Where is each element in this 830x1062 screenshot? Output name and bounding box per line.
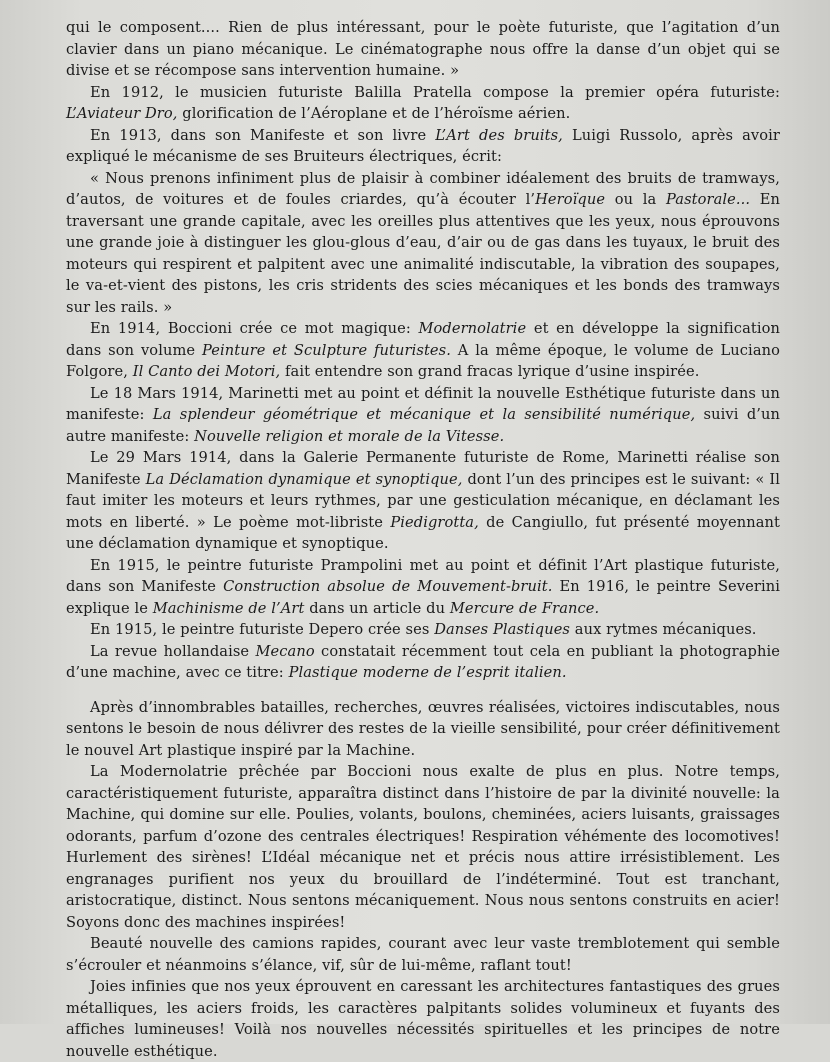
italic-title: L’Art des bruits, (435, 126, 563, 144)
text-run: La revue hollandaise (90, 642, 256, 660)
italic-title: Construction absolue de Mouvement-bruit. (223, 578, 553, 595)
text-run: En 1915, le peintre futuriste Depero crée ses (90, 621, 435, 638)
text-run: En 1913, dans son Manifeste et son livre (90, 126, 436, 144)
italic-title: Modernolatrie (418, 320, 527, 337)
italic-title: La splendeur géométrique et mécanique et la sensibilité numérique, (152, 406, 696, 423)
section-gap (66, 684, 780, 697)
paragraph (66, 761, 780, 933)
text-run: Joies infinies que nos yeux éprouvent en caressant les architectures fantastiques des grues métalliques, les aciers froids, les caractères palpitants solides volumineux et fuyants des affiches lumineuses! Voilà nos nouvelles nécessités spirituelles et les principes de notre nouvelle esthétique. (66, 978, 780, 1060)
italic-title: Mecano (255, 642, 315, 660)
paragraph (66, 17, 780, 82)
text-run: Après d’innombrables batailles, recherches, œuvres réalisées, victoires indiscutables, nous sentons le besoin de nous délivrer des restes de la vieille sensibilité, pour créer définitivement le nouvel Art plastique inspiré par la Machine. (66, 698, 780, 759)
text-run: En 1915, le peintre futuriste Prampolini met au point et définit l’Art plastique futuriste, dans son Manifeste (66, 556, 780, 595)
text-run: suivi d’un autre manifeste: (66, 406, 780, 445)
paragraph (66, 976, 780, 1062)
paragraph (66, 933, 780, 976)
text-run: constatait récemment tout cela en publiant la photographie d’une machine, avec ce titre: (66, 642, 780, 681)
paragraph (66, 447, 780, 555)
italic-title: La Déclamation dynamique et synoptique, (145, 470, 463, 488)
text-run: fait entendre son grand fracas lyrique d’usine inspirée. (280, 363, 700, 380)
text-run: qui le composent.... Rien de plus intéressant, pour le poète futuriste, que l’agitation d’un clavier dans un piano mécanique. Le cinématographe nous offre la danse d’un objet qui se divise et se récompose sans intervention humaine. » (66, 19, 780, 79)
text-run: En 1916, le peintre Severini explique le (66, 578, 780, 617)
text-run: Beauté nouvelle des camions rapides, courant avec leur vaste tremblotement qui semble s’écrouler et néanmoins s’élance, vif, sûr de lui-même, raflant tout! (66, 935, 780, 974)
body-text (66, 17, 780, 1062)
italic-title: Pastorale... (666, 191, 751, 208)
text-run: de Cangiullo, fut présenté moyennant une déclamation dynamique et synoptique. (66, 513, 780, 552)
text-run: glorification de l’Aéroplane et de l’héroïsme aérien. (177, 105, 571, 122)
paragraph (66, 168, 780, 319)
italic-title: Heroïque (535, 191, 606, 208)
text-run: Le 18 Mars 1914, Marinetti met au point et définit la nouvelle Esthétique futuriste dans un manifeste: (66, 384, 780, 423)
text-run: dans un article du (304, 599, 450, 617)
text-run: En 1914, Boccioni crée ce mot magique: (90, 320, 419, 337)
text-run: aux rytmes mécaniques. (570, 621, 757, 638)
paragraph (66, 82, 780, 125)
paragraph (66, 318, 780, 383)
paragraph (66, 641, 780, 684)
italic-title: Piedigrotta, (390, 513, 479, 531)
text-run: dont l’un des principes est le suivant: « Il faut imiter les moteurs et leurs rythmes, par une gesticulation mécanique, en déclamant les mots en liberté. » Le poème mot-libriste (66, 470, 780, 531)
paragraph (66, 555, 780, 620)
italic-title: Machinisme de l’Art (152, 599, 305, 617)
paragraph (66, 697, 780, 762)
text-run: et en développe la signification dans son volume (66, 320, 780, 359)
italic-title: Plastique moderne de l’esprit italien. (288, 664, 567, 681)
italic-title: L’Aviateur Dro, (66, 105, 178, 122)
text-run: Luigi Russolo, après avoir expliqué le mécanisme de ses Bruiteurs électriques, écrit: (66, 126, 780, 165)
paragraph (66, 383, 780, 448)
text-run: La Modernolatrie prêchée par Boccioni nous exalte de plus en plus. Notre temps, caractéristiquement futuriste, apparaîtra distinct dans l’histoire de par la divinité nouvelle: la Machine, qui domine sur elle. Poulies, volants, boulons, cheminées, aciers luisants, graissages odorants, parfum d’ozone des centrales électriques! Respiration véhémente des locomotives! Hurlement des sirènes! L’Idéal mécanique net et précis nous attire irrésistiblement. Les engranages purifient nos yeux du brouillard de l’indéterminé. Tout est tranchant, aristocratique, distinct. Nous sentons mécaniquement. Nous nous sentons construits en acier! Soyons donc des machines inspirées! (66, 763, 780, 931)
text-run: « Nous prenons infiniment plus de plaisir à combiner idéalement des bruits de tramways, d’autos, de voitures et de foules criardes, qu’à écouter l’ (66, 169, 780, 208)
italic-title: Peinture et Sculpture futuristes. (201, 341, 451, 359)
text-run: Le 29 Mars 1914, dans la Galerie Permanente futuriste de Rome, Marinetti réalise son Manifeste (66, 449, 780, 488)
italic-title: Nouvelle religion et morale de la Vitesse. (194, 427, 505, 445)
text-run: A la même époque, le volume de Luciano Folgore, (66, 341, 781, 380)
italic-title: Il Canto dei Motori, (132, 363, 281, 380)
text-run: ou la (605, 191, 666, 208)
italic-title: Danses Plastiques (434, 621, 571, 638)
text-run: En 1912, le musicien futuriste Balilla Pratella compose la premier opéra futuriste: (90, 83, 780, 101)
paragraph (66, 125, 780, 168)
text-run: En traversant une grande capitale, avec les oreilles plus attentives que les yeux, nous éprouvons une grande joie à distinguer les glou-glous d’eau, d’air ou de gas dans les tuyaux, le bruit des moteurs qui respirent et palpitent avec une animalité indiscutable, la vibration des soupapes, le va-et-vient des pistons, les cris stridents des scies mécaniques et les bonds des tramways sur les rails. » (66, 191, 781, 316)
paragraph (66, 619, 780, 641)
italic-title: Mercure de France. (449, 599, 600, 617)
